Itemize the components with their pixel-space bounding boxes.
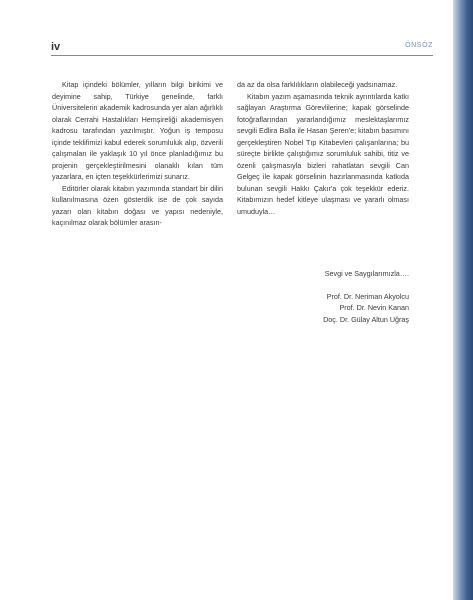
signature-block	[229, 268, 409, 325]
section-title: ÖNSÖZ	[405, 42, 433, 49]
page-edge-band	[453, 0, 473, 600]
paragraph-continuation: da az da olsa farklılıkların olabileceği yadsınamaz.	[237, 80, 398, 89]
author-name: Doç. Dr. Gülay Altun Uğraş	[323, 314, 409, 324]
paragraph: Kitap içindeki bölümler, yılların bilgi birikimi ve deyimine sahip, Türkiye genelinde, farklı Üniversitelerin akademik kadrosunda yer alan ağırlıklı olarak Cerrahi Hastalıkları Hemşireliği akademisyen kadrosu tarafından yazılmıştır. Yoğun iş temposu içinde teklifimizi kabul ederek sorumluluk alıp, özverili çalışmaları ile yaklaşık 10 yıl önce planladığımız bu projenin gerçekleştirilmesini olanaklı kılan tüm yazarlara, en içten teşekkürlerimizi sunarız.	[52, 80, 223, 181]
closing-line: Sevgi ve Saygılarımızla….	[324, 269, 409, 278]
page-number: iv	[51, 41, 61, 53]
paragraph: Kitabın yazım aşamasında teknik ayrıntılarda katkı sağlayan Araştırma Görevlilerine; kapak görselinde fotoğraflarından yararlandığımız meslektaşlarımız sevgili Edlira Balla ile Hasan Şeren'e; kitabın basımını gerçekleştiren Nobel Tıp Kitabevleri çalışanlarına; bu süreçte birlikte çalıştığımız sorumluluk sahibi, titiz ve özenli çalışmasıyla bizleri rahatlatan sevgili Can Gelgeç ile kapak görselinin hazırlanmasında katkıda bulunan sevgili Hakkı Çakır'a çok teşekkür ederiz. Kitabımızın hedef kitleye ulaşması ve yararlı olması umuduyla…	[237, 91, 409, 216]
left-column	[52, 79, 223, 229]
right-column	[237, 79, 409, 217]
author-name: Prof. Dr. Nevin Kanan	[339, 303, 409, 313]
author-name: Prof. Dr. Neriman Akyolcu	[326, 292, 409, 302]
header-rule	[51, 55, 433, 56]
paragraph: Editörler olarak kitabın yazımında standart bir dilin kullanılmasına özen gösterdik ise de çok sayıda yazarı olan kitabın doğası ve yapısı nedeniyle, kaçınılmaz olarak bölümler arasın-	[52, 183, 223, 227]
